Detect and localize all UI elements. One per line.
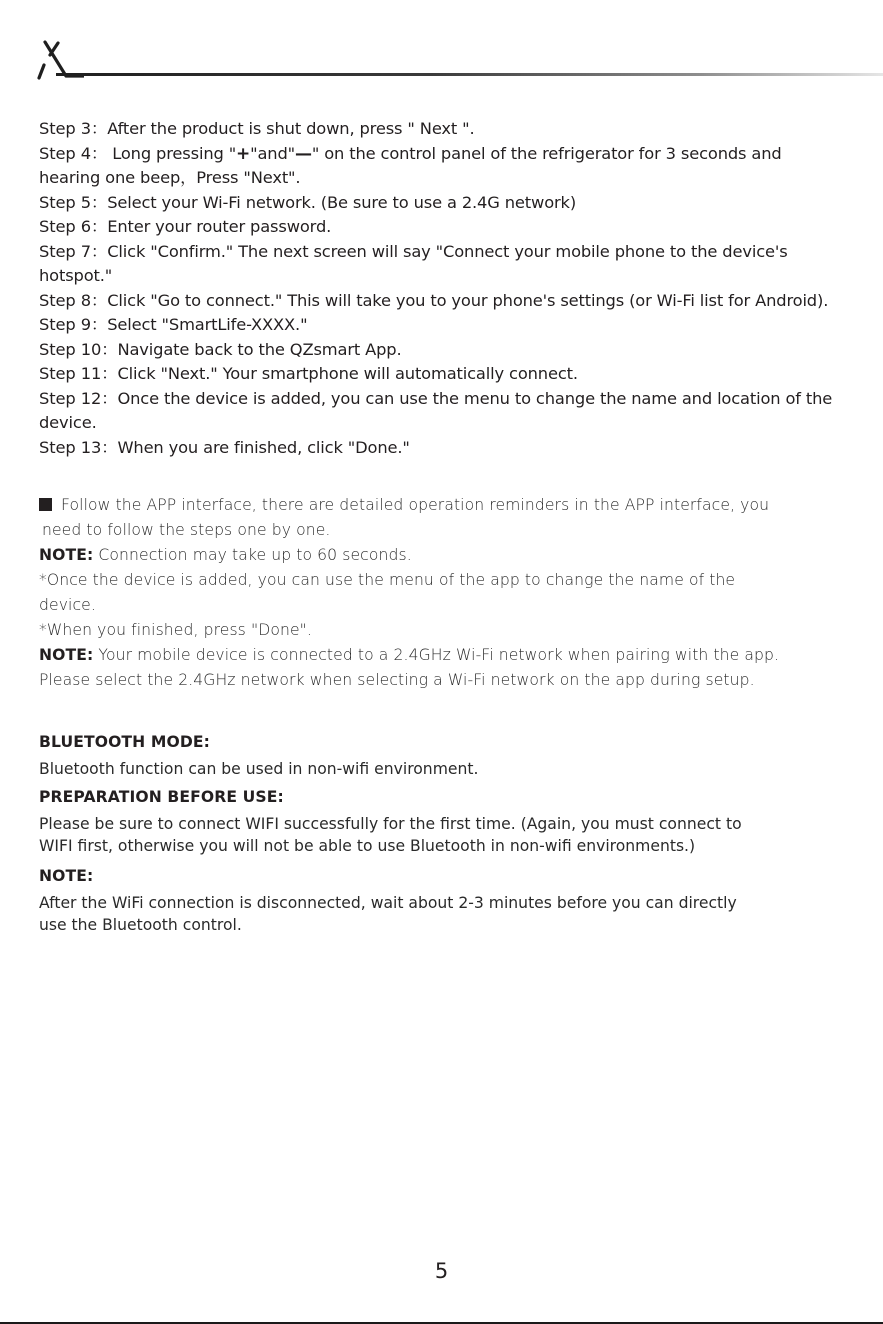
setup-steps [39, 117, 869, 460]
bluetooth-section [39, 731, 869, 936]
bluetooth-note-text-continued: use the Bluetooth control. [39, 916, 242, 934]
minus-symbol: — [295, 143, 312, 164]
step-7: Step 7：Click "Confirm." The next screen will say "Connect your mobile phone to the device's [39, 241, 788, 261]
step-13: Step 13：When you are finished, click "Done." [39, 437, 410, 457]
square-bullet-icon [39, 498, 52, 511]
preparation-text: Please be sure to connect WIFI successfully for the first time. (Again, you must connect to [39, 815, 742, 833]
note-finished: *When you finished, press "Done". [39, 621, 312, 639]
step-9: Step 9：Select "SmartLife-XXXX." [39, 315, 308, 334]
bluetooth-note-heading: NOTE: [39, 867, 94, 885]
bluetooth-note-text: After the WiFi connection is disconnected, wait about 2-3 minutes before you can directly [39, 894, 737, 912]
note-connection-time: NOTE: Connection may take up to 60 seconds. [39, 546, 412, 564]
header-divider [56, 73, 883, 76]
step-8: Step 8：Click "Go to connect." This will take you to your phone's settings (or Wi-Fi list for Android). [39, 290, 829, 310]
bullet-line-continued: need to follow the steps one by one. [42, 521, 331, 539]
step-11: Step 11：Click "Next." Your smartphone will automatically connect. [39, 364, 578, 383]
preparation-text-continued: WIFI first, otherwise you will not be able to use Bluetooth in non-wifi environments.) [39, 837, 696, 855]
step-4-continued: hearing one beep，Press "Next". [39, 168, 301, 187]
app-notes [39, 493, 869, 693]
note-device-added: *Once the device is added, you can use the menu of the app to change the name of the [39, 571, 736, 589]
step-4: Step 4： Long pressing "+"and"—" on the control panel of the refrigerator for 3 seconds and [39, 143, 782, 164]
bluetooth-intro: Bluetooth function can be used in non-wifi environment. [39, 760, 479, 778]
plus-symbol: + [236, 143, 251, 164]
step-12: Step 12：Once the device is added, you can use the menu to change the name and location of the [39, 388, 833, 408]
bullet-line: Follow the APP interface, there are detailed operation reminders in the APP interface, you [39, 493, 869, 518]
step-3: Step 3：After the product is shut down, press " Next ". [39, 119, 475, 138]
step-10: Step 10：Navigate back to the QZsmart App. [39, 339, 402, 359]
step-5: Step 5：Select your Wi-Fi network. (Be sure to use a 2.4G network) [39, 192, 577, 212]
step-7-continued: hotspot." [39, 266, 113, 285]
note-network-continued: Please select the 2.4GHz network when selecting a Wi-Fi network on the app during setup. [39, 671, 755, 689]
note-device-added-continued: device. [39, 596, 96, 614]
page-number: 5 [434, 1259, 449, 1283]
preparation-heading: PREPARATION BEFORE USE: [39, 788, 284, 806]
step-12-continued: device. [39, 413, 97, 432]
bluetooth-heading: BLUETOOTH MODE: [39, 733, 210, 751]
step-6: Step 6：Enter your router password. [39, 217, 332, 236]
note-network: NOTE: Your mobile device is connected to a 2.4GHz Wi-Fi network when pairing with the app. [39, 646, 780, 664]
